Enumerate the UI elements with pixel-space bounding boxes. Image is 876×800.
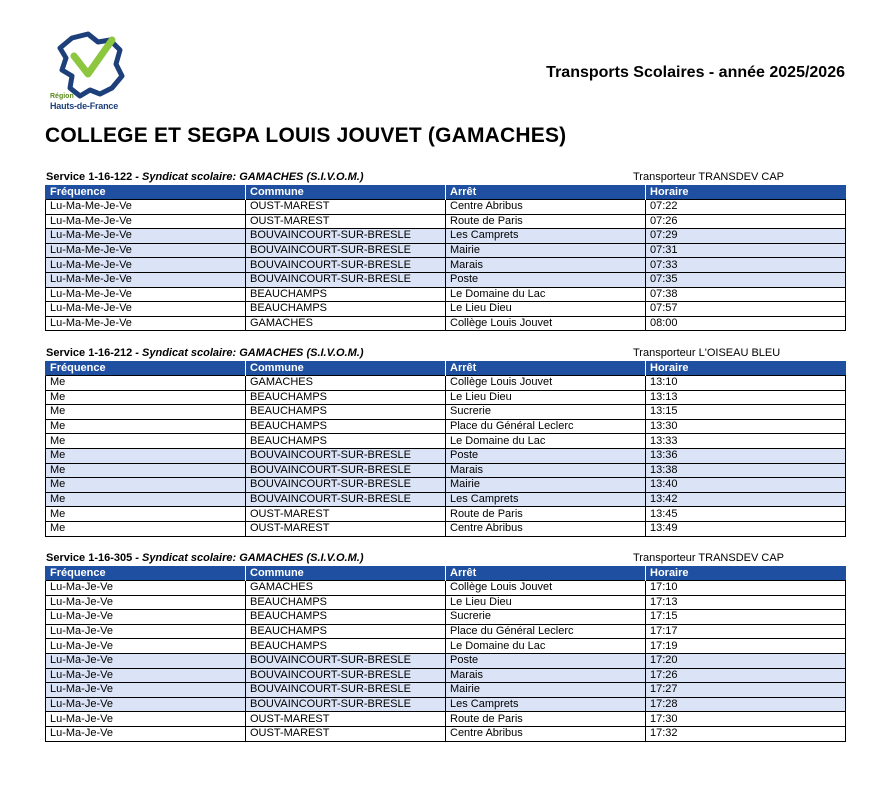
commune-cell: BEAUCHAMPS [246, 624, 446, 639]
service-header [45, 346, 845, 361]
commune-cell: BEAUCHAMPS [246, 287, 446, 302]
stop-cell: Collège Louis Jouvet [446, 316, 646, 331]
commune-cell: BOUVAINCOURT-SUR-BRESLE [246, 653, 446, 668]
table-row [46, 697, 846, 712]
schedule-table [45, 361, 846, 537]
table-row [46, 434, 846, 449]
table-row [46, 595, 846, 610]
column-header: Arrêt [446, 566, 646, 581]
time-cell: 17:15 [646, 610, 846, 625]
stop-cell: Le Domaine du Lac [446, 434, 646, 449]
commune-cell: BOUVAINCOURT-SUR-BRESLE [246, 243, 446, 258]
frequency-cell: Lu-Ma-Me-Je-Ve [46, 258, 246, 273]
service-syndicate: Syndicat scolaire: GAMACHES (S.I.V.O.M.) [142, 552, 364, 564]
service-carrier: Transporteur TRANSDEV CAP [633, 171, 784, 183]
commune-cell: BOUVAINCOURT-SUR-BRESLE [246, 668, 446, 683]
table-header-row [46, 361, 846, 376]
service-code: Service 1-16-212 [46, 347, 133, 359]
table-row [46, 610, 846, 625]
time-cell: 13:45 [646, 507, 846, 522]
frequency-cell: Lu-Ma-Je-Ve [46, 610, 246, 625]
time-cell: 17:32 [646, 726, 846, 741]
frequency-cell: Lu-Ma-Je-Ve [46, 653, 246, 668]
service-block [45, 346, 845, 537]
table-row [46, 683, 846, 698]
time-cell: 07:33 [646, 258, 846, 273]
stop-cell: Poste [446, 448, 646, 463]
time-cell: 07:31 [646, 243, 846, 258]
frequency-cell: Lu-Ma-Je-Ve [46, 697, 246, 712]
table-row [46, 405, 846, 420]
commune-cell: BEAUCHAMPS [246, 405, 446, 420]
table-header-row [46, 185, 846, 200]
commune-cell: GAMACHES [246, 376, 446, 391]
stop-cell: Marais [446, 258, 646, 273]
commune-cell: BOUVAINCOURT-SUR-BRESLE [246, 683, 446, 698]
school-title: COLLEGE ET SEGPA LOUIS JOUVET (GAMACHES) [45, 124, 567, 147]
time-cell: 08:00 [646, 316, 846, 331]
time-cell: 13:10 [646, 376, 846, 391]
column-header: Fréquence [46, 185, 246, 200]
table-row [46, 272, 846, 287]
frequency-cell: Me [46, 463, 246, 478]
table-row [46, 200, 846, 215]
stop-cell: Collège Louis Jouvet [446, 376, 646, 391]
commune-cell: GAMACHES [246, 581, 446, 596]
table-row [46, 521, 846, 536]
logo-region-name: Hauts-de-France [50, 101, 119, 111]
stop-cell: Centre Abribus [446, 200, 646, 215]
frequency-cell: Lu-Ma-Me-Je-Ve [46, 287, 246, 302]
frequency-cell: Me [46, 507, 246, 522]
commune-cell: OUST-MAREST [246, 726, 446, 741]
commune-cell: OUST-MAREST [246, 214, 446, 229]
time-cell: 07:38 [646, 287, 846, 302]
frequency-cell: Lu-Ma-Je-Ve [46, 624, 246, 639]
commune-cell: OUST-MAREST [246, 521, 446, 536]
service-block [45, 551, 845, 742]
frequency-cell: Lu-Ma-Me-Je-Ve [46, 272, 246, 287]
column-header: Horaire [646, 361, 846, 376]
time-cell: 17:26 [646, 668, 846, 683]
frequency-cell: Lu-Ma-Je-Ve [46, 595, 246, 610]
table-row [46, 507, 846, 522]
column-header: Horaire [646, 185, 846, 200]
frequency-cell: Lu-Ma-Me-Je-Ve [46, 302, 246, 317]
time-cell: 07:22 [646, 200, 846, 215]
frequency-cell: Lu-Ma-Je-Ve [46, 639, 246, 654]
time-cell: 17:28 [646, 697, 846, 712]
stop-cell: Collège Louis Jouvet [446, 581, 646, 596]
column-header: Arrêt [446, 185, 646, 200]
stop-cell: Poste [446, 272, 646, 287]
table-row [46, 668, 846, 683]
table-row [46, 243, 846, 258]
frequency-cell: Lu-Ma-Je-Ve [46, 668, 246, 683]
table-row [46, 287, 846, 302]
service-header [45, 170, 845, 185]
schedule-table [45, 566, 846, 742]
service-carrier: Transporteur TRANSDEV CAP [633, 552, 784, 564]
stop-cell: Centre Abribus [446, 726, 646, 741]
time-cell: 17:20 [646, 653, 846, 668]
table-row [46, 624, 846, 639]
frequency-cell: Me [46, 492, 246, 507]
time-cell: 17:19 [646, 639, 846, 654]
column-header: Horaire [646, 566, 846, 581]
commune-cell: BOUVAINCOURT-SUR-BRESLE [246, 258, 446, 273]
time-cell: 13:30 [646, 419, 846, 434]
commune-cell: BOUVAINCOURT-SUR-BRESLE [246, 478, 446, 493]
frequency-cell: Lu-Ma-Me-Je-Ve [46, 229, 246, 244]
time-cell: 13:38 [646, 463, 846, 478]
table-row [46, 712, 846, 727]
frequency-cell: Me [46, 419, 246, 434]
table-row [46, 302, 846, 317]
stop-cell: Centre Abribus [446, 521, 646, 536]
frequency-cell: Lu-Ma-Me-Je-Ve [46, 316, 246, 331]
frequency-cell: Me [46, 405, 246, 420]
stop-cell: Le Lieu Dieu [446, 595, 646, 610]
frequency-cell: Me [46, 521, 246, 536]
stop-cell: Les Camprets [446, 492, 646, 507]
stop-cell: Sucrerie [446, 610, 646, 625]
frequency-cell: Lu-Ma-Je-Ve [46, 712, 246, 727]
table-row [46, 492, 846, 507]
stop-cell: Marais [446, 668, 646, 683]
stop-cell: Poste [446, 653, 646, 668]
table-row [46, 581, 846, 596]
stop-cell: Marais [446, 463, 646, 478]
service-title: Service 1-16-122 - Syndicat scolaire: GAMACHES (S.I.V.O.M.) [46, 171, 364, 183]
stop-cell: Place du Général Leclerc [446, 624, 646, 639]
time-cell: 07:26 [646, 214, 846, 229]
commune-cell: OUST-MAREST [246, 507, 446, 522]
frequency-cell: Me [46, 376, 246, 391]
column-header: Commune [246, 185, 446, 200]
frequency-cell: Lu-Ma-Me-Je-Ve [46, 200, 246, 215]
time-cell: 07:35 [646, 272, 846, 287]
table-row [46, 316, 846, 331]
column-header: Arrêt [446, 361, 646, 376]
commune-cell: BOUVAINCOURT-SUR-BRESLE [246, 463, 446, 478]
time-cell: 17:17 [646, 624, 846, 639]
column-header: Commune [246, 361, 446, 376]
commune-cell: BOUVAINCOURT-SUR-BRESLE [246, 448, 446, 463]
column-header: Fréquence [46, 361, 246, 376]
commune-cell: BEAUCHAMPS [246, 302, 446, 317]
stop-cell: Route de Paris [446, 712, 646, 727]
commune-cell: BEAUCHAMPS [246, 639, 446, 654]
service-code: Service 1-16-305 [46, 552, 133, 564]
commune-cell: BOUVAINCOURT-SUR-BRESLE [246, 272, 446, 287]
table-row [46, 463, 846, 478]
column-header: Fréquence [46, 566, 246, 581]
time-cell: 13:13 [646, 390, 846, 405]
table-row [46, 376, 846, 391]
time-cell: 13:15 [646, 405, 846, 420]
time-cell: 13:49 [646, 521, 846, 536]
stop-cell: Le Domaine du Lac [446, 639, 646, 654]
commune-cell: BEAUCHAMPS [246, 390, 446, 405]
service-code: Service 1-16-122 [46, 171, 133, 183]
table-row [46, 726, 846, 741]
stop-cell: Le Lieu Dieu [446, 302, 646, 317]
stop-cell: Mairie [446, 478, 646, 493]
column-header: Commune [246, 566, 446, 581]
frequency-cell: Lu-Ma-Me-Je-Ve [46, 214, 246, 229]
service-block [45, 170, 845, 331]
table-row [46, 639, 846, 654]
table-row [46, 390, 846, 405]
time-cell: 13:40 [646, 478, 846, 493]
commune-cell: BEAUCHAMPS [246, 434, 446, 449]
service-syndicate: Syndicat scolaire: GAMACHES (S.I.V.O.M.) [142, 347, 364, 359]
commune-cell: OUST-MAREST [246, 712, 446, 727]
service-title: Service 1-16-305 - Syndicat scolaire: GAMACHES (S.I.V.O.M.) [46, 552, 364, 564]
service-syndicate: Syndicat scolaire: GAMACHES (S.I.V.O.M.) [142, 171, 364, 183]
service-title: Service 1-16-212 - Syndicat scolaire: GAMACHES (S.I.V.O.M.) [46, 347, 364, 359]
stop-cell: Route de Paris [446, 214, 646, 229]
commune-cell: BOUVAINCOURT-SUR-BRESLE [246, 492, 446, 507]
frequency-cell: Me [46, 390, 246, 405]
frequency-cell: Me [46, 434, 246, 449]
frequency-cell: Me [46, 478, 246, 493]
commune-cell: OUST-MAREST [246, 200, 446, 215]
frequency-cell: Lu-Ma-Me-Je-Ve [46, 243, 246, 258]
stop-cell: Mairie [446, 683, 646, 698]
stop-cell: Les Camprets [446, 229, 646, 244]
time-cell: 13:33 [646, 434, 846, 449]
table-row [46, 214, 846, 229]
commune-cell: BOUVAINCOURT-SUR-BRESLE [246, 229, 446, 244]
frequency-cell: Me [46, 448, 246, 463]
table-row [46, 448, 846, 463]
time-cell: 07:57 [646, 302, 846, 317]
stop-cell: Mairie [446, 243, 646, 258]
table-row [46, 653, 846, 668]
stop-cell: Le Domaine du Lac [446, 287, 646, 302]
table-row [46, 419, 846, 434]
schedule-table [45, 185, 846, 331]
time-cell: 17:30 [646, 712, 846, 727]
time-cell: 13:42 [646, 492, 846, 507]
service-carrier: Transporteur L'OISEAU BLEU [633, 347, 781, 359]
stop-cell: Place du Général Leclerc [446, 419, 646, 434]
stop-cell: Route de Paris [446, 507, 646, 522]
frequency-cell: Lu-Ma-Je-Ve [46, 581, 246, 596]
commune-cell: BEAUCHAMPS [246, 419, 446, 434]
commune-cell: BEAUCHAMPS [246, 610, 446, 625]
commune-cell: BEAUCHAMPS [246, 595, 446, 610]
time-cell: 17:27 [646, 683, 846, 698]
stop-cell: Le Lieu Dieu [446, 390, 646, 405]
document-title: Transports Scolaires - année 2025/2026 [546, 64, 845, 81]
service-header [45, 551, 845, 566]
logo-region-label: Région [50, 93, 74, 100]
table-row [46, 478, 846, 493]
time-cell: 17:13 [646, 595, 846, 610]
frequency-cell: Lu-Ma-Je-Ve [46, 726, 246, 741]
table-row [46, 258, 846, 273]
stop-cell: Les Camprets [446, 697, 646, 712]
table-header-row [46, 566, 846, 581]
frequency-cell: Lu-Ma-Je-Ve [46, 683, 246, 698]
time-cell: 17:10 [646, 581, 846, 596]
stop-cell: Sucrerie [446, 405, 646, 420]
table-row [46, 229, 846, 244]
commune-cell: GAMACHES [246, 316, 446, 331]
commune-cell: BOUVAINCOURT-SUR-BRESLE [246, 697, 446, 712]
time-cell: 07:29 [646, 229, 846, 244]
time-cell: 13:36 [646, 448, 846, 463]
